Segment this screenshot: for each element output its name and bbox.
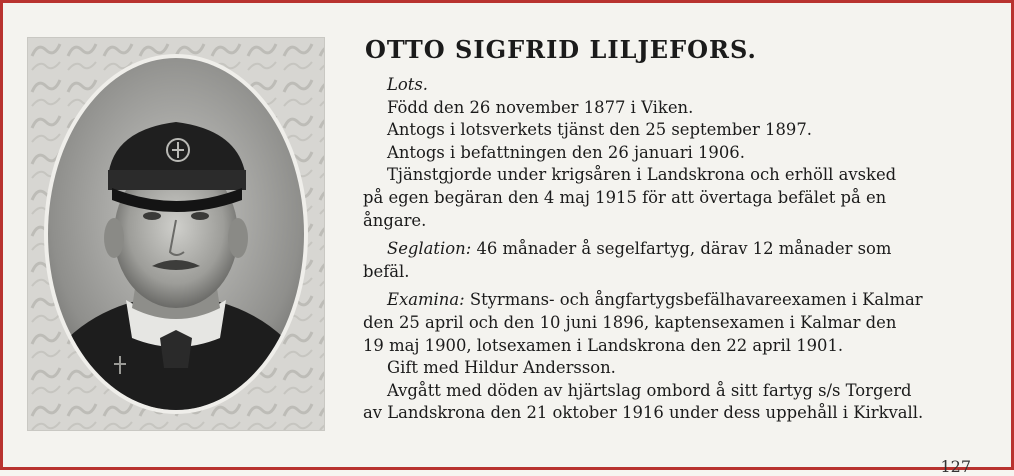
examina-line-3: 19 maj 1900, lotsexamen i Landskrona den 22 april 1901. xyxy=(363,335,844,355)
occupation: Lots. xyxy=(387,75,428,94)
seglation-line-2: befäl. xyxy=(363,261,410,281)
examina-line-1 xyxy=(363,289,993,312)
examina-label: Examina: xyxy=(387,290,465,310)
seglation-label: Seglation: xyxy=(387,239,472,259)
death-line-2: av Landskrona den 21 oktober 1916 under dess uppehåll i Kirkvall. xyxy=(363,403,924,423)
appointed-line: Antogs i befattningen den 26 januari 1906. xyxy=(387,142,745,162)
page-number: 127 xyxy=(940,457,971,476)
service-line-1: Tjänstgjorde under krigsåren i Landskrona och erhöll avsked xyxy=(387,165,897,185)
seglation-text: 46 månader å segelfartyg, därav 12 månader som xyxy=(476,239,892,259)
portrait-photo xyxy=(27,37,325,431)
biography xyxy=(363,35,993,425)
examina-text: Styrmans- och ångfartygsbefälhavareexamen i Kalmar xyxy=(469,290,923,310)
death-line-1: Avgått med döden av hjärtslag ombord å sitt fartyg s/s Torgerd xyxy=(387,380,912,400)
service-line-2: på egen begäran den 4 maj 1915 för att övertaga befälet på en xyxy=(363,187,887,207)
service-line-3: ångare. xyxy=(363,210,427,230)
seglation-line-1 xyxy=(363,238,993,261)
hired-line: Antogs i lotsverkets tjänst den 25 september 1897. xyxy=(387,120,812,140)
person-name: OTTO SIGFRID LILJEFORS. xyxy=(365,35,757,64)
portrait-image xyxy=(28,38,324,430)
married-line: Gift med Hildur Andersson. xyxy=(387,358,616,378)
examina-line-2: den 25 april och den 10 juni 1896, kaptensexamen i Kalmar den xyxy=(363,312,897,332)
born-line: Född den 26 november 1877 i Viken. xyxy=(387,97,694,117)
